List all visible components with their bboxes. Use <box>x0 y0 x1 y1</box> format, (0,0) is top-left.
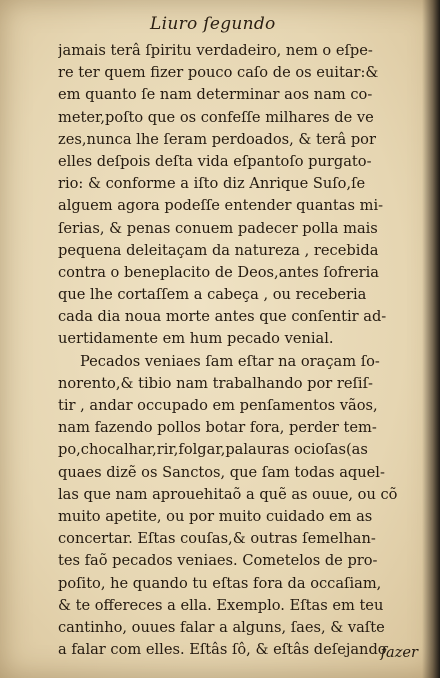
running-header: Liuro ſegundo <box>150 14 276 34</box>
text-line: tes faõ pecados veniaes. Cometelos de pro- <box>58 552 378 570</box>
text-line: contra o beneplacito de Deos,antes ſofreria <box>58 263 379 281</box>
text-line: rio: & conforme a iſto diz Anrique Suſo,ſe <box>58 175 366 193</box>
text-line: Pecados veniaes ſam eſtar na oraçam ſo- <box>80 352 380 370</box>
text-line: concertar. Eſtas couſas,& outras ſemelhan- <box>58 530 376 548</box>
text-line: las que nam aprouehitaõ a quẽ as ouue, ou cõ <box>58 485 398 503</box>
catchword: fazer <box>380 644 418 661</box>
book-gutter <box>422 0 440 678</box>
text-line: muito apetite, ou por muito cuidado em as <box>58 507 373 525</box>
text-line: a falar com elles. Eſtâs ſô, & eſtâs deſejando <box>58 641 387 659</box>
text-line: elles deſpois deſta vida eſpantoſo purgato- <box>58 152 372 170</box>
text-line: po,chocalhar,rir,folgar,palauras ocioſas(as <box>58 441 368 459</box>
text-line: quaes dizẽ os Sanctos, que ſam todas aquel- <box>58 463 385 481</box>
text-line: alguem agora podeſſe entender quantas mi- <box>58 197 384 215</box>
text-line: norento,& tibio nam trabalhando por reſiſ- <box>58 374 373 392</box>
text-line: poſito, he quando tu eſtas fora da occaſiam, <box>58 574 382 592</box>
text-line: & te offereces a ella. Exemplo. Eſtas em teu <box>58 596 384 614</box>
text-line: meter,poſto que os confeſſe milhares de ve <box>58 108 374 126</box>
text-line: jamais terâ ſpiritu verdadeiro, nem o eſpe- <box>58 42 373 59</box>
text-line: cada dia noua morte antes que conſentir ad- <box>58 308 387 326</box>
body-text <box>58 40 410 661</box>
text-line: zes,nunca lhe ſeram perdoados, & terâ por <box>58 130 376 148</box>
text-line: nam fazendo pollos botar fora, perder tem- <box>58 419 377 437</box>
text-line: que lhe cortaſſem a cabeça , ou receberia <box>58 286 367 304</box>
text-line: pequena deleitaçam da natureza , recebida <box>58 241 379 259</box>
text-line: em quanto ſe nam determinar aos nam co- <box>58 86 373 104</box>
text-line: ſerias, & penas conuem padecer polla mais <box>58 219 378 237</box>
text-line: tir , andar occupado em penſamentos vãos, <box>58 397 378 414</box>
text-line: cantinho, ouues falar a alguns, ſaes, & vaſte <box>58 618 385 636</box>
text-line: uertidamente em hum pecado venial. <box>58 330 334 348</box>
text-line: re ter quem fizer pouco caſo de os euitar:& <box>58 64 379 82</box>
